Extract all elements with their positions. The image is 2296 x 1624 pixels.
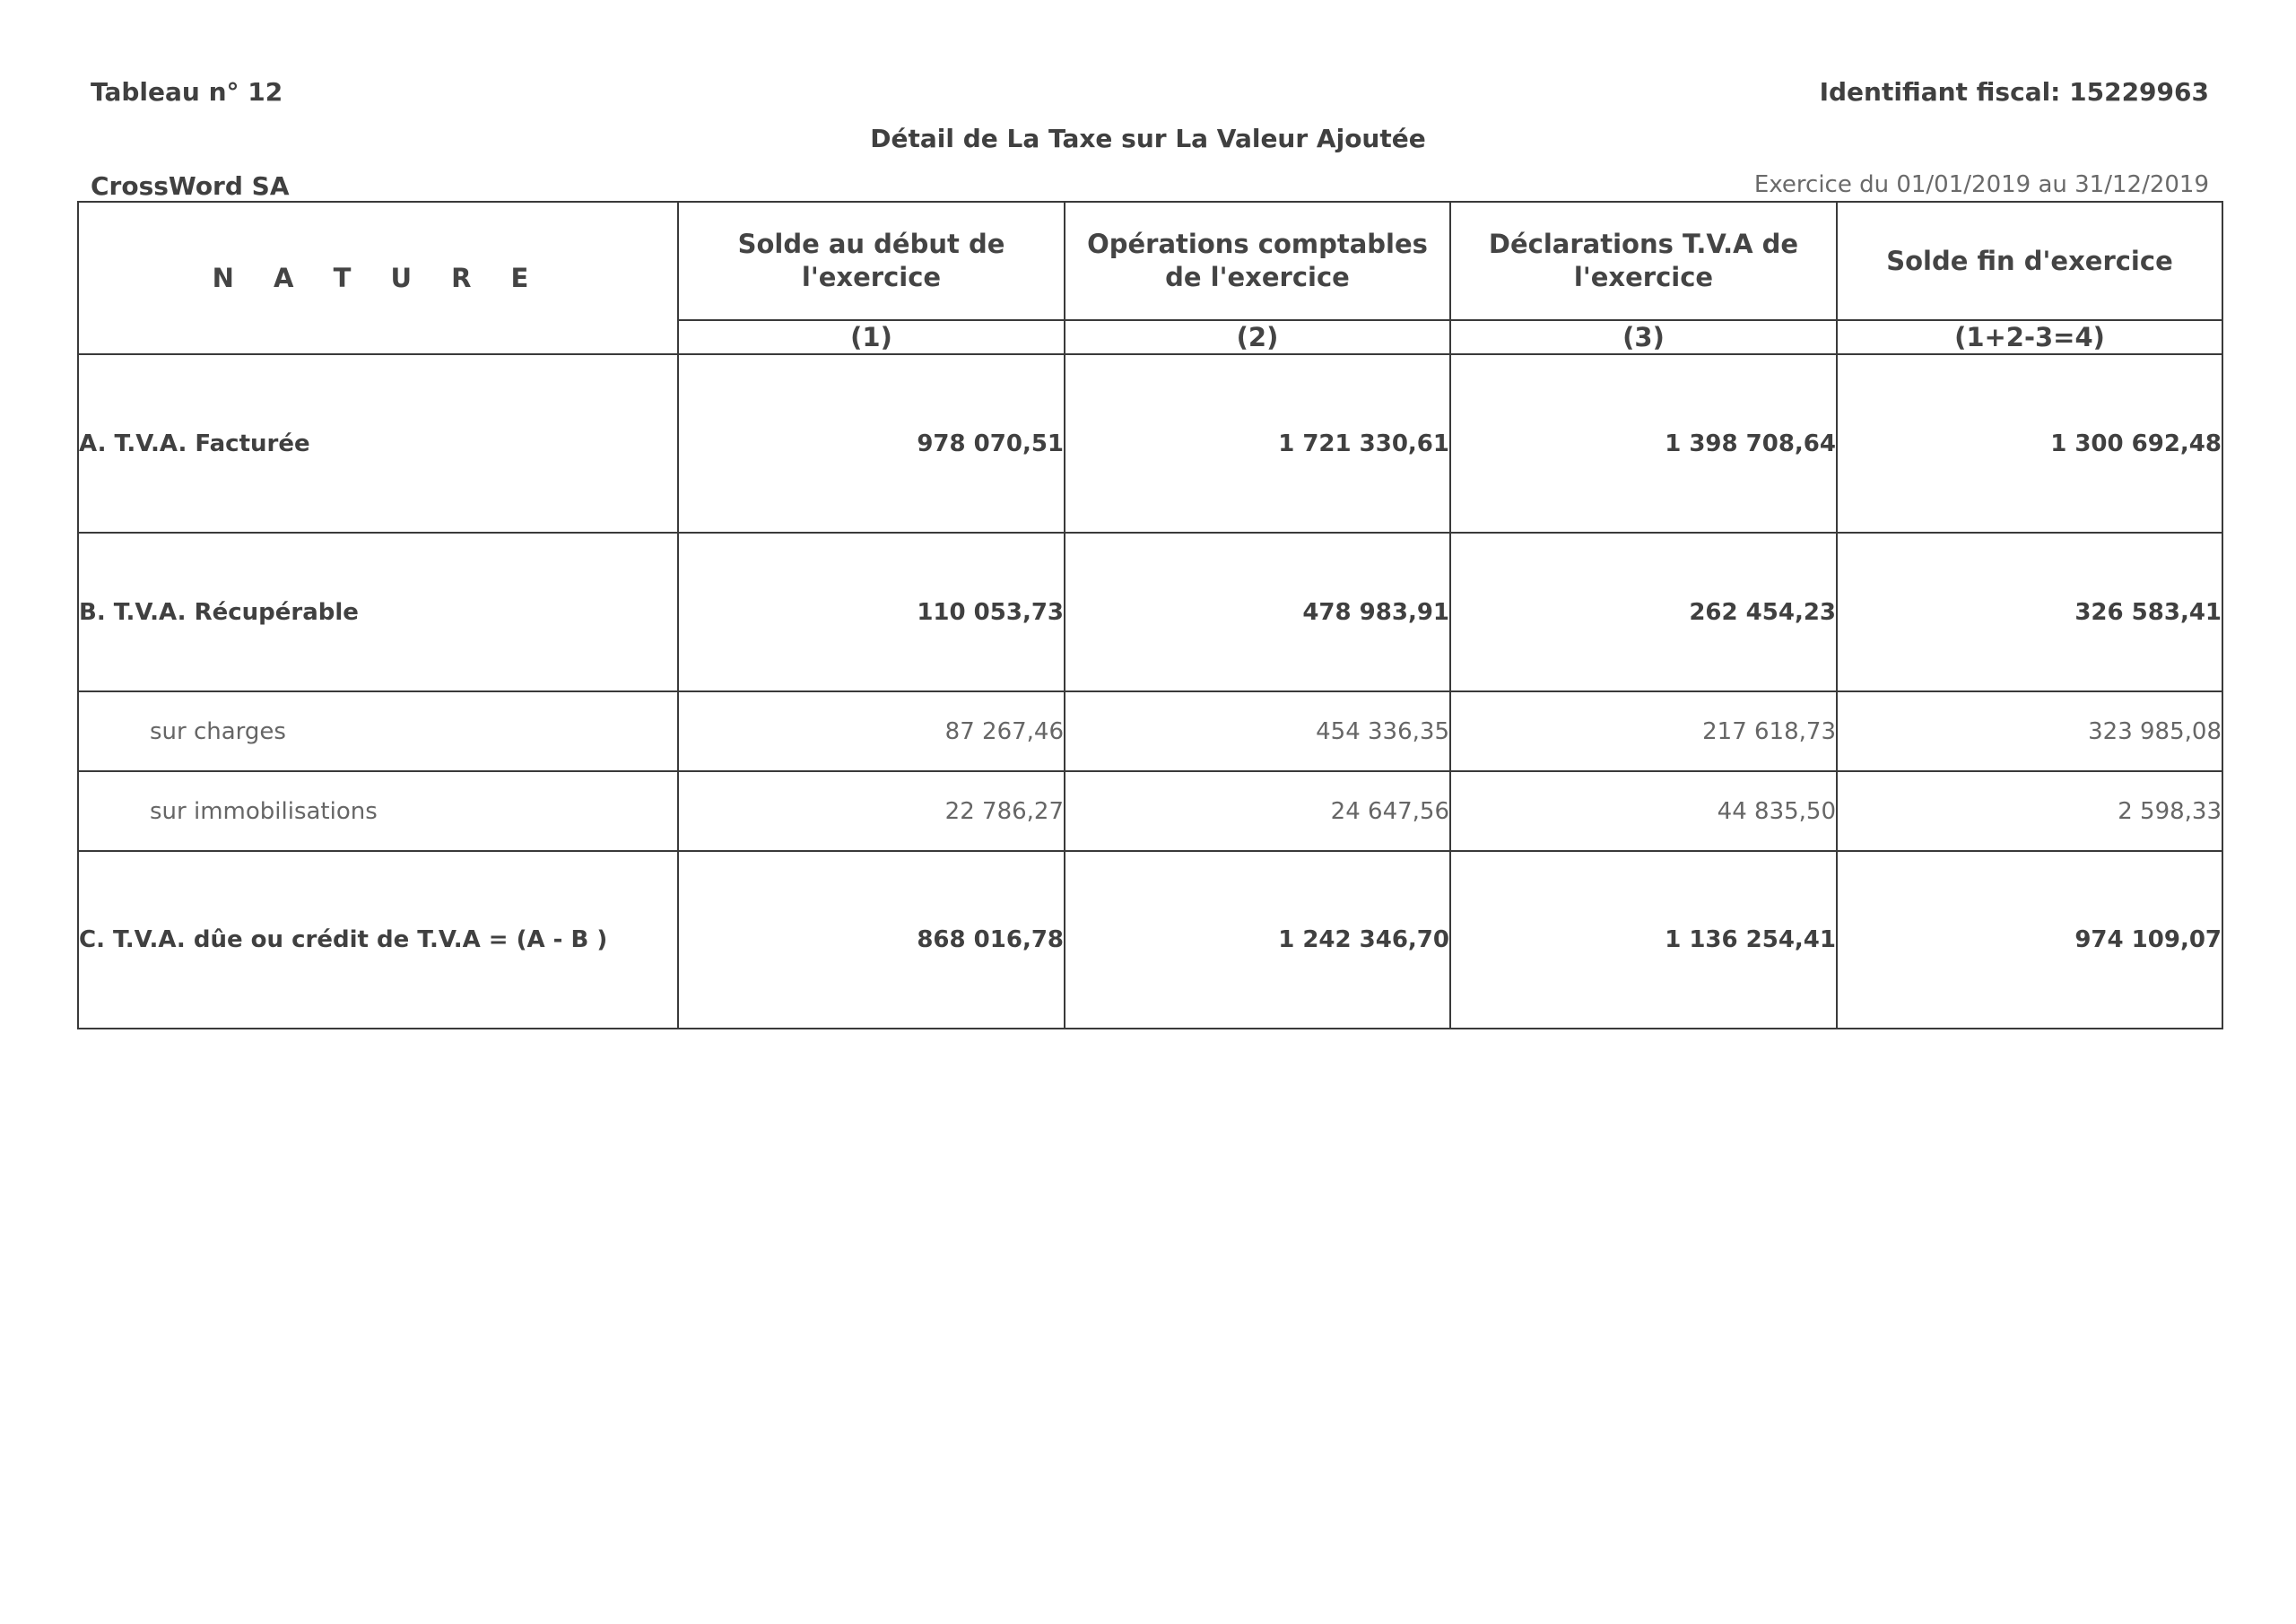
column-header-accounting-operations: Opérations comptables de l'exercice: [1065, 202, 1450, 320]
column-header-vat-declarations: Déclarations T.V.A de l'exercice: [1450, 202, 1837, 320]
table-row-vat-due-or-credit: [78, 851, 2222, 1029]
column-header-closing-balance: Solde fin d'exercice: [1837, 202, 2222, 320]
cell-value: 262 454,23: [1450, 533, 1837, 691]
cell-value: 1 721 330,61: [1065, 354, 1450, 533]
cell-value: 323 985,08: [1837, 691, 2222, 771]
cell-value: 326 583,41: [1837, 533, 2222, 691]
cell-value: 978 070,51: [678, 354, 1065, 533]
cell-value: 1 300 692,48: [1837, 354, 2222, 533]
cell-value: 24 647,56: [1065, 771, 1450, 851]
table-row-on-fixed-assets: [78, 771, 2222, 851]
cell-value: 22 786,27: [678, 771, 1065, 851]
cell-value: 2 598,33: [1837, 771, 2222, 851]
row-label: C. T.V.A. dûe ou crédit de T.V.A = (A - B ): [78, 851, 678, 1029]
column-code: (1): [678, 320, 1065, 354]
cell-value: 110 053,73: [678, 533, 1065, 691]
column-code: (2): [1065, 320, 1450, 354]
column-code: (3): [1450, 320, 1837, 354]
table-row-vat-recoverable: [78, 533, 2222, 691]
fiscal-identifier: Identifiant fiscal: 15229963: [1819, 77, 2209, 107]
cell-value: 454 336,35: [1065, 691, 1450, 771]
row-label: A. T.V.A. Facturée: [78, 354, 678, 533]
document-title: Détail de La Taxe sur La Valeur Ajoutée: [870, 124, 1426, 153]
fiscal-period: Exercice du 01/01/2019 au 31/12/2019: [1753, 171, 2209, 198]
cell-value: 868 016,78: [678, 851, 1065, 1029]
cell-value: 1 398 708,64: [1450, 354, 1837, 533]
column-header-nature: N A T U R E: [78, 202, 678, 354]
row-label: sur immobilisations: [78, 771, 678, 851]
table-row-on-charges: [78, 691, 2222, 771]
cell-value: 44 835,50: [1450, 771, 1837, 851]
cell-value: 974 109,07: [1837, 851, 2222, 1029]
row-label: B. T.V.A. Récupérable: [78, 533, 678, 691]
cell-value: 1 242 346,70: [1065, 851, 1450, 1029]
cell-value: 478 983,91: [1065, 533, 1450, 691]
column-code: (1+2-3=4): [1837, 320, 2222, 354]
cell-value: 1 136 254,41: [1450, 851, 1837, 1029]
vat-detail-table: [77, 201, 2223, 1029]
column-header-opening-balance: Solde au début de l'exercice: [678, 202, 1065, 320]
table-row-vat-invoiced: [78, 354, 2222, 533]
company-name: CrossWord SA: [91, 171, 290, 201]
cell-value: 87 267,46: [678, 691, 1065, 771]
row-label: sur charges: [78, 691, 678, 771]
cell-value: 217 618,73: [1450, 691, 1837, 771]
table-header-row: [78, 202, 2222, 320]
table-number: Tableau n° 12: [91, 77, 283, 107]
